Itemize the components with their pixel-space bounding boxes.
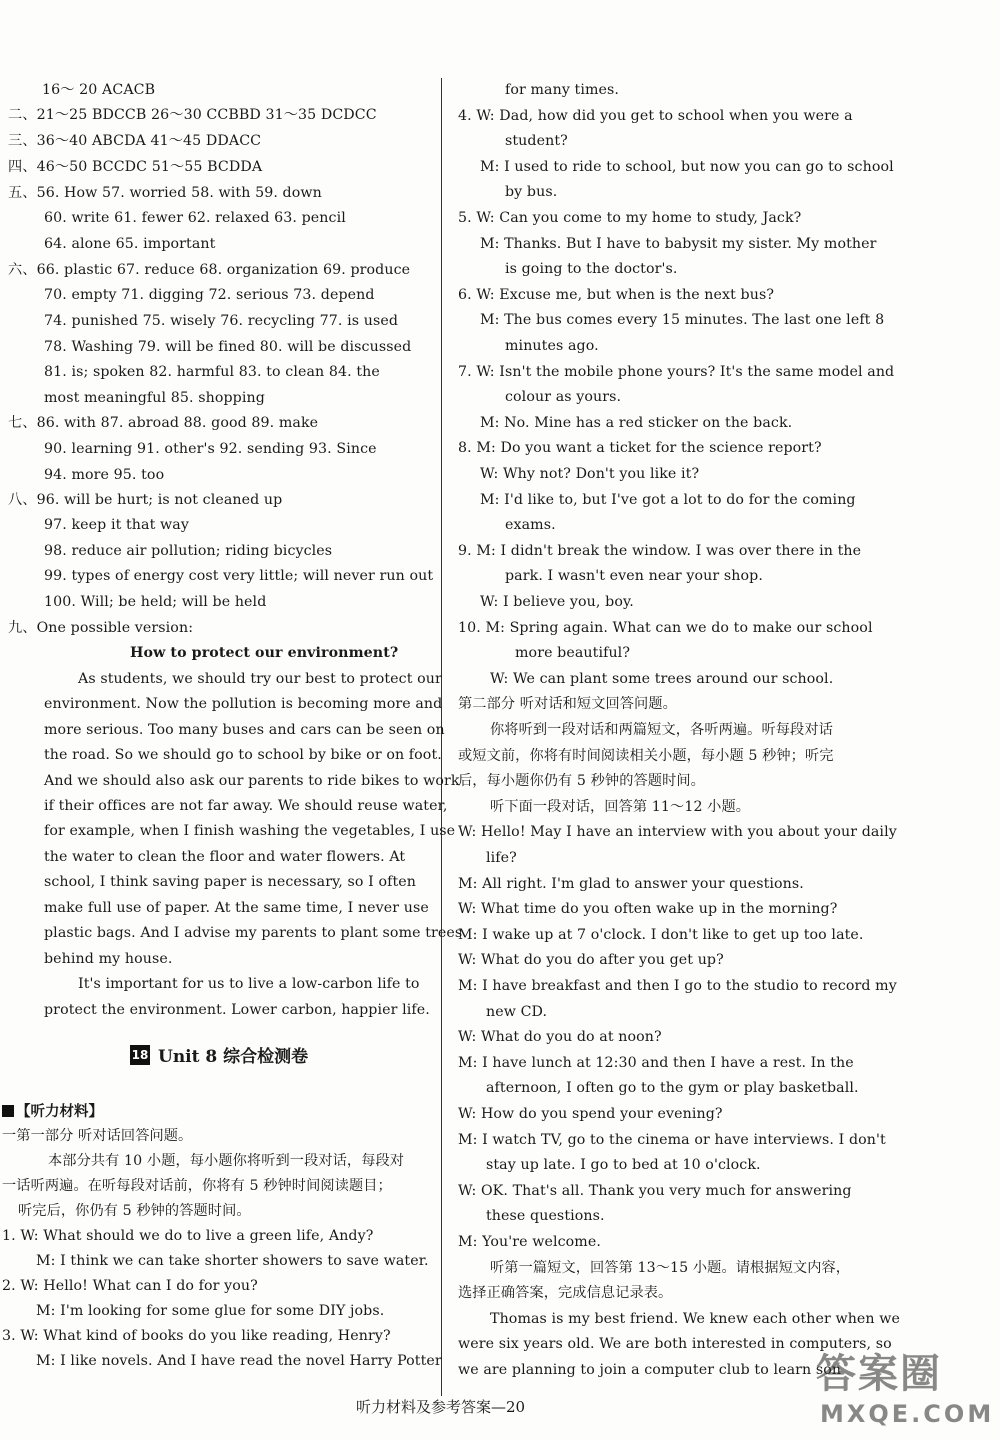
answer-line: 64. alone 65. important bbox=[44, 236, 216, 252]
right-text-line: Thomas is my best friend. We knew each other when we bbox=[490, 1311, 901, 1327]
right-text-line: by bus. bbox=[505, 184, 558, 200]
answer-line: 二、21～25 BDCCB 26～30 CCBBD 31～35 DCDCC bbox=[8, 107, 377, 123]
right-text-line: W: What do you do after you get up? bbox=[458, 952, 724, 968]
essay-line: school, I think saving paper is necessary, so I often bbox=[44, 874, 416, 890]
answer-line: 97. keep it that way bbox=[44, 517, 189, 533]
right-text-line: W: I believe you, boy. bbox=[480, 594, 634, 610]
right-text-line: M: I watch TV, go to the cinema or have interviews. I don't bbox=[458, 1132, 886, 1148]
right-text-line: 9. M: I didn't break the window. I was over there in the bbox=[458, 543, 862, 559]
right-text-line: W: We can plant some trees around our school. bbox=[490, 671, 834, 687]
watermark-top-text: 答案圈 bbox=[816, 1351, 942, 1397]
essay-line: And we should also ask our parents to ride bikes to work bbox=[44, 773, 460, 789]
unit-heading bbox=[130, 1042, 308, 1067]
essay-line: if their offices are not far away. We should reuse water, bbox=[44, 798, 448, 814]
essay-title: How to protect our environment? bbox=[130, 645, 399, 661]
right-text-line: M: The bus comes every 15 minutes. The last one left 8 bbox=[480, 312, 885, 328]
right-text-line: stay up late. I go to bed at 10 o'clock. bbox=[486, 1157, 761, 1173]
right-text-line: M: I have breakfast and then I go to the studio to record my bbox=[458, 978, 897, 994]
right-text-line: M: I used to ride to school, but now you can go to school bbox=[480, 159, 894, 175]
right-text-line: W: What time do you often wake up in the morning? bbox=[458, 901, 838, 917]
page-footer: 听力材料及参考答案—20 bbox=[356, 1398, 526, 1416]
listening-line: 听完后，你仍有 5 秒钟的答题时间。 bbox=[18, 1203, 251, 1219]
section-label: 【听力材料】 bbox=[16, 1103, 103, 1120]
essay-line: It's important for us to live a low-carbon life to bbox=[78, 976, 420, 992]
square-marker-icon bbox=[2, 1105, 14, 1117]
right-text-line: exams. bbox=[505, 517, 556, 533]
right-text-line: 听下面一段对话，回答第 11～12 小题。 bbox=[490, 799, 751, 815]
right-text-line: M: I have lunch at 12:30 and then I have a rest. In the bbox=[458, 1055, 854, 1071]
right-text-line: minutes ago. bbox=[505, 338, 599, 354]
right-text-line: M: You're welcome. bbox=[458, 1234, 601, 1250]
essay-line: protect the environment. Lower carbon, happier life. bbox=[44, 1002, 430, 1018]
right-text-line: 8. M: Do you want a ticket for the science report? bbox=[458, 440, 822, 456]
answer-line: 98. reduce air pollution; riding bicycles bbox=[44, 543, 333, 559]
right-text-line: W: Hello! May I have an interview with you about your daily bbox=[458, 824, 897, 840]
answer-line: 78. Washing 79. will be fined 80. will be discussed bbox=[44, 339, 412, 355]
right-text-line: colour as yours. bbox=[505, 389, 622, 405]
right-text-line: 听第一篇短文，回答第 13～15 小题。请根据短文内容， bbox=[490, 1260, 851, 1276]
listening-section-heading bbox=[2, 1100, 103, 1121]
right-text-line: 你将听到一段对话和两篇短文，各听两遍。听每段对话 bbox=[490, 722, 833, 738]
right-text-line: for many times. bbox=[505, 82, 620, 98]
essay-line: behind my house. bbox=[44, 951, 173, 967]
right-text-line: M: All right. I'm glad to answer your questions. bbox=[458, 876, 804, 892]
right-text-line: is going to the doctor's. bbox=[505, 261, 678, 277]
listening-line: 一第一部分 听对话回答问题。 bbox=[2, 1128, 193, 1144]
right-text-line: we are planning to join a computer club to learn son bbox=[458, 1362, 842, 1378]
right-text-line: 5. W: Can you come to my home to study, Jack? bbox=[458, 210, 802, 226]
right-text-line: 4. W: Dad, how did you get to school when you were a bbox=[458, 108, 853, 124]
right-text-line: 选择正确答案，完成信息记录表。 bbox=[458, 1285, 673, 1301]
right-text-line: M: I'd like to, but I've got a lot to do for the coming bbox=[480, 492, 856, 508]
essay-line: the water to clean the floor and water flowers. At bbox=[44, 849, 406, 865]
answer-line: 五、56. How 57. worried 58. with 59. down bbox=[8, 185, 322, 201]
watermark-logo bbox=[808, 1340, 993, 1435]
answer-line: 九、One possible version: bbox=[8, 620, 194, 636]
right-text-line: 或短文前，你将有时间阅读相关小题，每小题 5 秒钟；听完 bbox=[458, 748, 834, 764]
listening-line: 2. W: Hello! What can I do for you? bbox=[2, 1278, 258, 1294]
answer-line: 60. write 61. fewer 62. relaxed 63. pencil bbox=[44, 210, 346, 226]
right-text-line: these questions. bbox=[486, 1208, 605, 1224]
listening-line: 本部分共有 10 小题，每小题你将听到一段对话，每段对 bbox=[48, 1153, 405, 1169]
right-text-line: 7. W: Isn't the mobile phone yours? It's the same model and bbox=[458, 364, 895, 380]
right-text-line: 10. M: Spring again. What can we do to make our school bbox=[458, 620, 873, 636]
right-text-line: 后，每小题你仍有 5 秒钟的答题时间。 bbox=[458, 773, 705, 789]
right-text-line: W: OK. That's all. Thank you very much for answering bbox=[458, 1183, 852, 1199]
answer-line: 16～ 20 ACACB bbox=[42, 82, 156, 98]
right-text-line: student? bbox=[505, 133, 568, 149]
right-text-line: W: What do you do at noon? bbox=[458, 1029, 662, 1045]
answer-line: 四、46～50 BCCDC 51～55 BCDDA bbox=[8, 159, 263, 175]
right-text-line: life? bbox=[486, 850, 517, 866]
right-text-line: M: I wake up at 7 o'clock. I don't like to get up too late. bbox=[458, 927, 864, 943]
answer-line: 99. types of energy cost very little; will never run out bbox=[44, 568, 434, 584]
answer-line: 74. punished 75. wisely 76. recycling 77. is used bbox=[44, 313, 399, 329]
listening-line: M: I'm looking for some glue for some DIY jobs. bbox=[36, 1303, 385, 1319]
listening-line: 1. W: What should we do to live a green life, Andy? bbox=[2, 1228, 374, 1244]
unit-title: Unit 8 综合检测卷 bbox=[158, 1047, 309, 1067]
listening-line: M: I think we can take shorter showers to save water. bbox=[36, 1253, 429, 1269]
answer-line: most meaningful 85. shopping bbox=[44, 390, 265, 406]
right-text-line: W: How do you spend your evening? bbox=[458, 1106, 723, 1122]
listening-line: 3. W: What kind of books do you like reading, Henry? bbox=[2, 1328, 391, 1344]
essay-line: the road. So we should go to school by bike or on foot. bbox=[44, 747, 442, 763]
right-text-line: 第二部分 听对话和短文回答问题。 bbox=[458, 696, 677, 712]
watermark-bottom-text: MXQE.COM bbox=[820, 1400, 995, 1428]
unit-number-badge: 18 bbox=[130, 1045, 150, 1065]
essay-line: for example, when I finish washing the vegetables, I use bbox=[44, 823, 456, 839]
right-text-line: W: Why not? Don't you like it? bbox=[480, 466, 700, 482]
listening-line: 一话听两遍。在听每段对话前，你将有 5 秒钟时间阅读题目； bbox=[2, 1178, 392, 1194]
essay-line: environment. Now the pollution is becoming more and bbox=[44, 696, 443, 712]
right-text-line: new CD. bbox=[486, 1004, 548, 1020]
answer-line: 六、66. plastic 67. reduce 68. organization 69. produce bbox=[8, 262, 411, 278]
right-text-line: afternoon, I often go to the gym or play basketball. bbox=[486, 1080, 859, 1096]
right-text-line: 6. W: Excuse me, but when is the next bus? bbox=[458, 287, 775, 303]
answer-line: 70. empty 71. digging 72. serious 73. depend bbox=[44, 287, 375, 303]
essay-line: As students, we should try our best to protect our bbox=[78, 671, 442, 687]
right-text-line: M: No. Mine has a red sticker on the back. bbox=[480, 415, 793, 431]
right-text-line: park. I wasn't even near your shop. bbox=[505, 568, 763, 584]
right-text-line: were six years old. We are both interested in computers, so bbox=[458, 1336, 892, 1352]
essay-line: more serious. Too many buses and cars can be seen on bbox=[44, 722, 445, 738]
right-text-line: M: Thanks. But I have to babysit my sister. My mother bbox=[480, 236, 877, 252]
answer-line: 100. Will; be held; will be held bbox=[44, 594, 267, 610]
essay-line: plastic bags. And I advise my parents to plant some trees bbox=[44, 925, 463, 941]
answer-line: 90. learning 91. other's 92. sending 93. Since bbox=[44, 441, 377, 457]
essay-line: make full use of paper. At the same time, I never use bbox=[44, 900, 429, 916]
answer-line: 八、96. will be hurt; is not cleaned up bbox=[8, 492, 283, 508]
listening-line: M: I like novels. And I have read the novel Harry Potter bbox=[36, 1353, 442, 1369]
right-text-line: more beautiful? bbox=[515, 645, 631, 661]
answer-line: 七、86. with 87. abroad 88. good 89. make bbox=[8, 415, 319, 431]
answer-line: 94. more 95. too bbox=[44, 467, 165, 483]
answer-line: 81. is; spoken 82. harmful 83. to clean 84. the bbox=[44, 364, 380, 380]
answer-line: 三、36～40 ABCDA 41～45 DDACC bbox=[8, 133, 262, 149]
